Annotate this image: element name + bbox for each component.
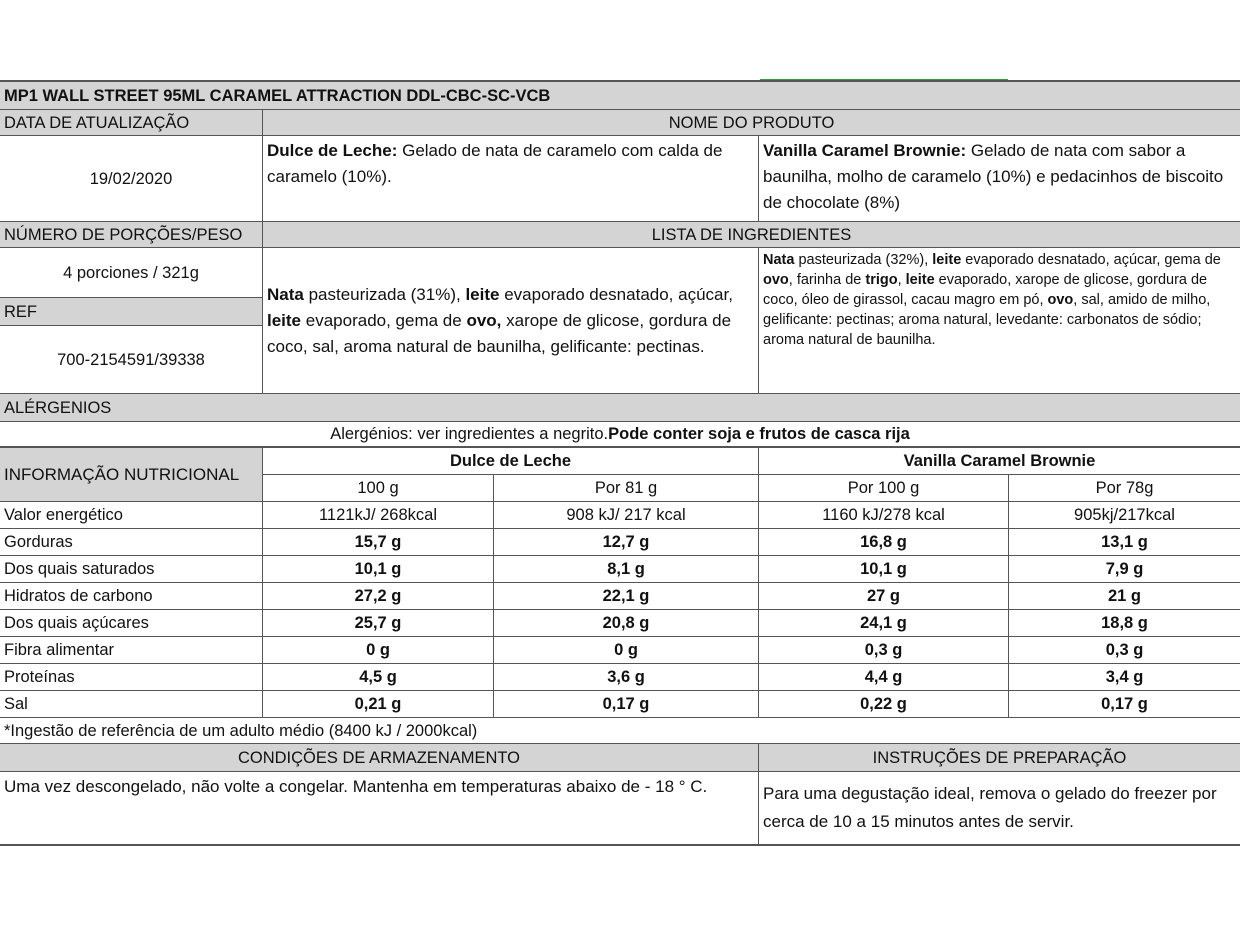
nutrient-value: 15,7 g xyxy=(263,529,494,556)
nutrient-value: 4,4 g xyxy=(759,664,1009,691)
vcb-ingredients xyxy=(759,248,1240,394)
update-date: 19/02/2020 xyxy=(0,136,263,222)
nutrient-value: 24,1 g xyxy=(759,610,1009,637)
nutrient-value: 27 g xyxy=(759,583,1009,610)
vcb-desc: Gelado de nata com sabor a baunilha, molho de caramelo (10%) e pedacinhos de biscoito de chocolate (8%) xyxy=(763,141,1224,212)
nutrient-value: 0,17 g xyxy=(494,691,759,718)
vcb-ingredient-segment: ovo xyxy=(763,272,789,288)
subheader-vcb-100g: Por 100 g xyxy=(759,475,1009,502)
ddl-ingredient-segment: Nata xyxy=(267,284,304,304)
nutrient-value: 3,4 g xyxy=(1009,664,1240,691)
allergens-text xyxy=(0,422,1240,448)
nutrient-value: 10,1 g xyxy=(263,556,494,583)
nutrient-value: 1160 kJ/278 kcal xyxy=(759,502,1009,529)
vcb-ingredients-text xyxy=(763,250,1236,350)
ddl-ingredient-segment: leite xyxy=(267,310,302,330)
nutrient-value: 21 g xyxy=(1009,583,1240,610)
nutrient-value: 27,2 g xyxy=(263,583,494,610)
ref-value: 700-2154591/39338 xyxy=(0,326,263,394)
nutrient-value: 12,7 g xyxy=(494,529,759,556)
nutrient-value: 0,21 g xyxy=(263,691,494,718)
nutrition-footnote: *Ingestão de referência de um adulto médio (8400 kJ / 2000kcal) xyxy=(0,718,1240,744)
nutrient-name: Hidratos de carbono xyxy=(0,583,263,610)
ddl-description xyxy=(263,136,759,222)
portions-value: 4 porciones / 321g xyxy=(0,248,263,298)
subheader-vcb-portion: Por 78g xyxy=(1009,475,1240,502)
vcb-ingredient-segment: pasteurizada (32%), xyxy=(794,252,933,268)
ddl-desc: Gelado de nata de caramelo com calda de caramelo (10%). xyxy=(267,141,723,186)
nutrient-value: 20,8 g xyxy=(494,610,759,637)
vcb-ingredient-segment: , xyxy=(897,272,906,288)
nutrition-product-vcb: Vanilla Caramel Brownie xyxy=(759,448,1240,475)
nutrient-name: Gorduras xyxy=(0,529,263,556)
nutrient-name: Sal xyxy=(0,691,263,718)
vcb-name: Vanilla Caramel Brownie: xyxy=(763,141,967,160)
subheader-ddl-100g: 100 g xyxy=(263,475,494,502)
allergens-warning: Pode conter soja e frutos de casca rija xyxy=(608,425,910,443)
vcb-ingredient-segment: leite xyxy=(905,272,935,288)
nutrient-value: 18,8 g xyxy=(1009,610,1240,637)
vcb-ingredient-segment: evaporado desnatado, açúcar, gema de xyxy=(961,252,1221,268)
ddl-ingredients-text xyxy=(267,282,754,360)
vcb-ingredient-segment: Nata xyxy=(763,252,795,268)
ddl-ingredients xyxy=(263,248,759,394)
nutrient-value: 905kj/217kcal xyxy=(1009,502,1240,529)
nutrient-value: 10,1 g xyxy=(759,556,1009,583)
nutrient-value: 0 g xyxy=(263,637,494,664)
vcb-ingredient-segment: trigo xyxy=(865,272,898,288)
product-name-label: NOME DO PRODUTO xyxy=(263,110,1240,136)
storage-text: Uma vez descongelado, não volte a congelar. Mantenha em temperaturas abaixo de - 18 ° C. xyxy=(0,772,759,846)
ddl-name: Dulce de Leche: xyxy=(267,141,398,160)
nutrient-value: 25,7 g xyxy=(263,610,494,637)
nutrient-value: 7,9 g xyxy=(1009,556,1240,583)
ddl-ingredient-segment: xarope de glicose, gordura de coco, sal, aroma natural de baunilha, gelificante: pectinas. xyxy=(267,310,732,356)
nutrition-product-ddl: Dulce de Leche xyxy=(263,448,759,475)
nutrient-value: 13,1 g xyxy=(1009,529,1240,556)
nutrient-value: 4,5 g xyxy=(263,664,494,691)
subheader-ddl-portion: Por 81 g xyxy=(494,475,759,502)
storage-label: CONDIÇÕES DE ARMAZENAMENTO xyxy=(0,744,759,772)
vcb-ingredient-segment: , farinha de xyxy=(788,272,866,288)
ddl-ingredient-segment: evaporado, gema de xyxy=(301,310,467,330)
vcb-ingredient-segment: leite xyxy=(932,252,962,268)
nutrient-name: Dos quais açúcares xyxy=(0,610,263,637)
nutrient-value: 8,1 g xyxy=(494,556,759,583)
nutrient-value: 0,22 g xyxy=(759,691,1009,718)
allergens-note: Alergénios: ver ingredientes a negrito. xyxy=(330,425,609,443)
ddl-ingredient-segment: ovo, xyxy=(466,310,502,330)
nutrition-label: INFORMAÇÃO NUTRICIONAL xyxy=(0,448,263,502)
vcb-ingredient-segment: ovo xyxy=(1047,292,1074,308)
nutrient-name: Dos quais saturados xyxy=(0,556,263,583)
vcb-ingredient-segment: , sal, amido de milho, gelificante: pectinas; aroma natural, levedante: carbonatos de sódio; aroma natural de baunilha. xyxy=(763,292,1211,348)
nutrient-value: 0,3 g xyxy=(759,637,1009,664)
preparation-text: Para uma degustação ideal, remova o gelado do freezer por cerca de 10 a 15 minutos antes de servir. xyxy=(759,772,1240,846)
nutrient-value: 0,3 g xyxy=(1009,637,1240,664)
ref-label: REF xyxy=(0,298,263,326)
vcb-description xyxy=(759,136,1240,222)
nutrient-value: 0 g xyxy=(494,637,759,664)
ddl-ingredient-segment: evaporado desnatado, açúcar, xyxy=(499,284,733,304)
nutrient-value: 16,8 g xyxy=(759,529,1009,556)
ingredients-label: LISTA DE INGREDIENTES xyxy=(263,222,1240,248)
nutrient-value: 22,1 g xyxy=(494,583,759,610)
vcb-ingredient-segment: evaporado, xarope de glicose, gordura de coco, óleo de girassol, cacau magro em pó, xyxy=(763,272,1208,308)
portions-label: NÚMERO DE PORÇÕES/PESO xyxy=(0,222,263,248)
nutrient-value: 1121kJ/ 268kcal xyxy=(263,502,494,529)
nutrient-name: Proteínas xyxy=(0,664,263,691)
product-title: MP1 WALL STREET 95ML CARAMEL ATTRACTION DDL-CBC-SC-VCB xyxy=(0,80,1240,110)
ddl-ingredient-segment: leite xyxy=(465,284,500,304)
update-label: DATA DE ATUALIZAÇÃO xyxy=(0,110,263,136)
nutrient-name: Fibra alimentar xyxy=(0,637,263,664)
allergens-label: ALÉRGENIOS xyxy=(0,394,1240,422)
nutrient-value: 0,17 g xyxy=(1009,691,1240,718)
preparation-label: INSTRUÇÕES DE PREPARAÇÃO xyxy=(759,744,1240,772)
nutrient-value: 3,6 g xyxy=(494,664,759,691)
nutrient-value: 908 kJ/ 217 kcal xyxy=(494,502,759,529)
ddl-ingredient-segment: pasteurizada (31%), xyxy=(303,284,466,304)
nutrient-name: Valor energético xyxy=(0,502,263,529)
